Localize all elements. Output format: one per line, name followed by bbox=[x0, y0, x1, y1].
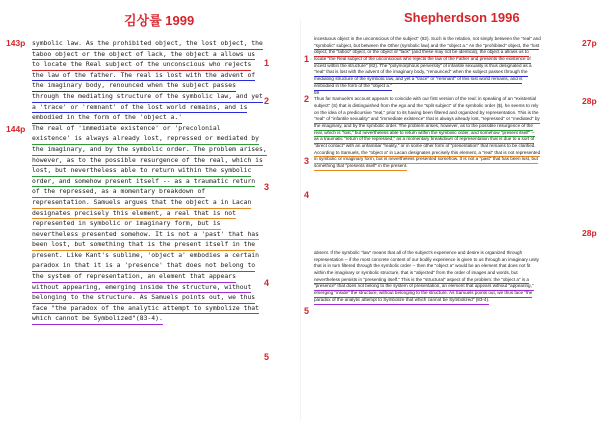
right-header: Shepherdson 1996 bbox=[404, 10, 520, 25]
left-text-line bbox=[32, 133, 282, 144]
right-text-line bbox=[314, 270, 580, 277]
left-text-line bbox=[32, 218, 282, 229]
right-text-line bbox=[314, 290, 580, 297]
right-text-line-text: object, the "taboo" object, or the object of "lack" (and these may not be identical), the object a allows us to bbox=[314, 49, 529, 57]
left-text-line-text: the system of representation, an element that appears bbox=[32, 271, 236, 283]
left-text-line-text: of the repressed, as a momentary breakdown of bbox=[32, 186, 205, 198]
right-text-line-text: the imaginary, and by the symbolic order. The problem arises, however, as to the possible resurgence of the bbox=[314, 123, 533, 131]
left-text-line bbox=[32, 303, 282, 314]
right-text-line-text: representation -- if the most concrete content of our bodily experience is given to us through an imaginary unity bbox=[314, 256, 539, 262]
right-text-line bbox=[314, 36, 580, 43]
right-page-label: 28p bbox=[582, 96, 597, 106]
right-marker-4: 4 bbox=[304, 190, 310, 200]
right-text-line bbox=[314, 130, 580, 137]
right-text-line-text: nevertheless persists in "presenting itself." This is the "structural" aspect of the problem: the "object a" is a bbox=[314, 277, 529, 285]
right-text-line-text: on the idea of a predicursive "real," prior to its having been filtered and organized by representation. This is the bbox=[314, 109, 539, 115]
right-text-line bbox=[314, 96, 580, 103]
right-text-line-text: "real" of "infantile sexuality" and "immediate existence" that is always already lost, "repressed" or "mediated" by bbox=[314, 116, 540, 124]
left-text-line bbox=[32, 229, 282, 240]
left-marker-1: 1 bbox=[264, 58, 270, 68]
left-marker-2: 2 bbox=[264, 96, 270, 106]
left-text-line bbox=[32, 80, 282, 91]
left-text-line-text: symbolic law. As the prohibited object, the lost object, the bbox=[32, 38, 263, 50]
right-text-line bbox=[314, 297, 580, 304]
right-text-line-text: within the imaginary or symbolic structure, that is "abjected" from the order of images and words, but bbox=[314, 270, 518, 276]
right-text-line bbox=[314, 110, 580, 117]
left-text-line-text: to locate the Real subject of the unconscious who rejects bbox=[32, 59, 251, 71]
left-text-line-text: present. Like Kant's sublime, 'object a' embodies a certain bbox=[32, 250, 260, 259]
left-text-line-text: The real of 'immediate existence' or 'precolonial bbox=[32, 123, 221, 132]
right-text-line bbox=[314, 250, 580, 257]
right-text-line-text: paradox of the analytic attempt to Symbolize that which cannot be Symbolized" (83-4). bbox=[314, 297, 489, 305]
left-page-label: 143p bbox=[6, 38, 26, 48]
left-text-line bbox=[32, 70, 282, 81]
left-text-line-text: a 'trace' or 'remnant' of the lost world remains, and is bbox=[32, 102, 247, 114]
right-text-line bbox=[314, 43, 580, 50]
left-text-line bbox=[32, 282, 282, 293]
right-text-line bbox=[314, 143, 580, 150]
left-text-line-text: however, as to the possible resurgence of the real, which is bbox=[32, 155, 263, 167]
left-text-line-text: the imaginary body, renounced when the subject passes bbox=[32, 80, 236, 92]
left-text-line-text: the law of the father. The real is lost with the advent of bbox=[32, 70, 255, 82]
right-text-line bbox=[314, 49, 580, 56]
left-text-line-text: order, and somehow present itself -- as a traumatic return bbox=[32, 176, 255, 188]
left-marker-5: 5 bbox=[264, 352, 270, 362]
left-text-line bbox=[32, 102, 282, 113]
left-text-line bbox=[32, 208, 282, 219]
right-text-line-text: locate "the Real subject of the unconscious who rejects the law of the Father and presents the existence of bbox=[314, 56, 531, 64]
right-text-line-text: real, which is "lost," but nevertheless able to return within the symbolic order, and somehow "present itself" -- bbox=[314, 130, 535, 138]
right-text-line-text: "direct contact" with an unfamiliar "reality," or in some other form of "presentation" that remains to be clarified. bbox=[314, 143, 536, 148]
left-text-line-text: been lost, but something that is the present itself in the bbox=[32, 239, 255, 251]
left-header: 김상률 1999 bbox=[124, 13, 195, 28]
right-text-line bbox=[314, 63, 580, 70]
right-text-line-text: incest within the structure" (82). The "polymorphous perversity" of infantile sexuality is thus designated as a bbox=[314, 62, 532, 68]
left-text-line bbox=[32, 197, 282, 208]
left-text-line bbox=[32, 313, 282, 324]
right-text-block-2 bbox=[314, 250, 580, 304]
right-text-block-1 bbox=[314, 36, 580, 170]
right-text-line-text: 59 bbox=[314, 89, 320, 95]
left-text-line-text: face "the paradox of the analytic attempt to symbolize that bbox=[32, 303, 259, 315]
right-marker-5: 5 bbox=[304, 306, 310, 316]
right-text-line bbox=[314, 76, 580, 83]
right-text-line-text: "real" that is lost with the advent of the imaginary body, "renounced" when the subject passes through the bbox=[314, 69, 528, 77]
left-text-line bbox=[32, 186, 282, 197]
left-marker-4: 4 bbox=[264, 278, 270, 288]
left-text-line-text: belonging to the structure. As Samuels points out, we thus bbox=[32, 292, 255, 304]
left-text-line bbox=[32, 260, 282, 271]
right-text-line-text: subject" (S) that is distinguished from the ego and the "split subject" of the symbolic order ($), he seems to rely bbox=[314, 102, 539, 108]
right-text-line bbox=[314, 116, 580, 123]
right-text-line bbox=[314, 56, 580, 63]
left-text-line-text: taboo object or the object of lack, the object a allows us bbox=[32, 49, 255, 61]
left-text-line bbox=[32, 292, 282, 303]
right-text-line bbox=[314, 150, 580, 157]
right-text-line-text: "presence" that does not belong to the system of presentation, an element that appears without "appearing," bbox=[314, 283, 534, 291]
right-page-label: 27p bbox=[582, 38, 597, 48]
left-text-line-text: represented in symbolic or imaginary form, but is bbox=[32, 218, 221, 230]
left-text-line bbox=[32, 165, 282, 176]
left-text-line bbox=[32, 38, 282, 49]
right-text-line-text: something that "presents itself" in the present. bbox=[314, 163, 407, 171]
left-text-line bbox=[32, 144, 282, 155]
left-text-block bbox=[32, 38, 282, 324]
right-marker-1: 1 bbox=[304, 54, 310, 64]
left-text-line bbox=[32, 112, 282, 123]
column-divider bbox=[300, 20, 301, 420]
left-text-line bbox=[32, 271, 282, 282]
right-text-line-text: as a traumatic "return of the repressed," as a momentary breakdown of representation that is due to a sort of bbox=[314, 136, 534, 144]
left-text-line-text: through the mediating structure of the symbolic law, and yet bbox=[32, 91, 263, 103]
left-text-line bbox=[32, 239, 282, 250]
left-text-line-text: designates precisely this element, a real that is not bbox=[32, 208, 236, 220]
left-text-line-text: lost, but nevertheless able to return within the symbolic bbox=[32, 165, 251, 177]
right-text-line bbox=[314, 277, 580, 284]
left-text-line-text: nevertheless presented somehow. It is not a 'past' that has bbox=[32, 229, 259, 241]
left-text-line-text: representation. Samuels argues that the object a in Lacan bbox=[32, 197, 251, 209]
right-text-line bbox=[314, 69, 580, 76]
left-text-line bbox=[32, 49, 282, 60]
right-marker-3: 3 bbox=[304, 156, 310, 166]
right-text-line bbox=[314, 136, 580, 143]
left-text-line-text: the imaginary, and by the symbolic order. The problem arises, bbox=[32, 144, 267, 156]
left-text-line-text: embodied in the form of the 'object a.' bbox=[32, 112, 182, 124]
left-text-line-text: without appearing, emerging inside the structure, without bbox=[32, 282, 251, 294]
left-text-line bbox=[32, 176, 282, 187]
left-page-label: 144p bbox=[6, 124, 26, 134]
left-text-line-text: paradox in that it is a 'presence' that does not belong to bbox=[32, 260, 255, 272]
left-text-line bbox=[32, 123, 282, 134]
right-text-line-text: Thus far Samuels's account appears to coincide with our first version of the real: in speaking of an "existential bbox=[314, 96, 537, 102]
right-text-line-text: mediating structure of the symbolic law, and yet a "trace" or "remnant" of this lost world remains, and is bbox=[314, 76, 522, 84]
right-text-line-text: According to Samuels, the "object a" in Lacan designates precisely this element, a "real" that is not represented bbox=[314, 150, 540, 158]
right-text-line-text: "symbolic" subject, but between the Other (symbolic law) and the "object a." As the "prohibited" object, the "lost bbox=[314, 43, 539, 51]
left-text-line-text: which cannot be Symbolized"(83-4). bbox=[32, 313, 163, 325]
right-text-line-text: embodied in the form of the "object a." bbox=[314, 83, 392, 91]
left-text-line-text: existence' is always already lost, repressed or mediated by bbox=[32, 133, 259, 145]
right-marker-2: 2 bbox=[304, 94, 310, 104]
right-text-line bbox=[314, 257, 580, 264]
left-text-line bbox=[32, 155, 282, 166]
right-text-line-text: incestuous object in the unconscious of the subject" (82). Such is the relation, not simply between the "real" and bbox=[314, 36, 541, 41]
right-text-line-text: absent. If the symbolic "law" means that all of the subject's experience and desire is organized through bbox=[314, 250, 523, 255]
right-text-line-text: emerging "inside" the structure, without belonging to the structure. As Samuels points out, we thus face "the bbox=[314, 290, 532, 298]
right-text-line bbox=[314, 103, 580, 110]
right-text-line-text: in symbolic or imaginary form, but is nevertheless presented somehow. It is not a "past" that has been lost, but bbox=[314, 156, 538, 164]
left-text-line bbox=[32, 91, 282, 102]
left-marker-3: 3 bbox=[264, 182, 270, 192]
right-text-line-text: that is in turn filtered through the symbolic order -- then the "object a" would be an element that does not fit bbox=[314, 263, 531, 269]
right-text-line bbox=[314, 283, 580, 290]
left-text-line bbox=[32, 59, 282, 70]
left-text-line bbox=[32, 250, 282, 261]
right-text-line bbox=[314, 123, 580, 130]
right-page-label: 28p bbox=[582, 228, 597, 238]
right-text-line bbox=[314, 263, 580, 270]
